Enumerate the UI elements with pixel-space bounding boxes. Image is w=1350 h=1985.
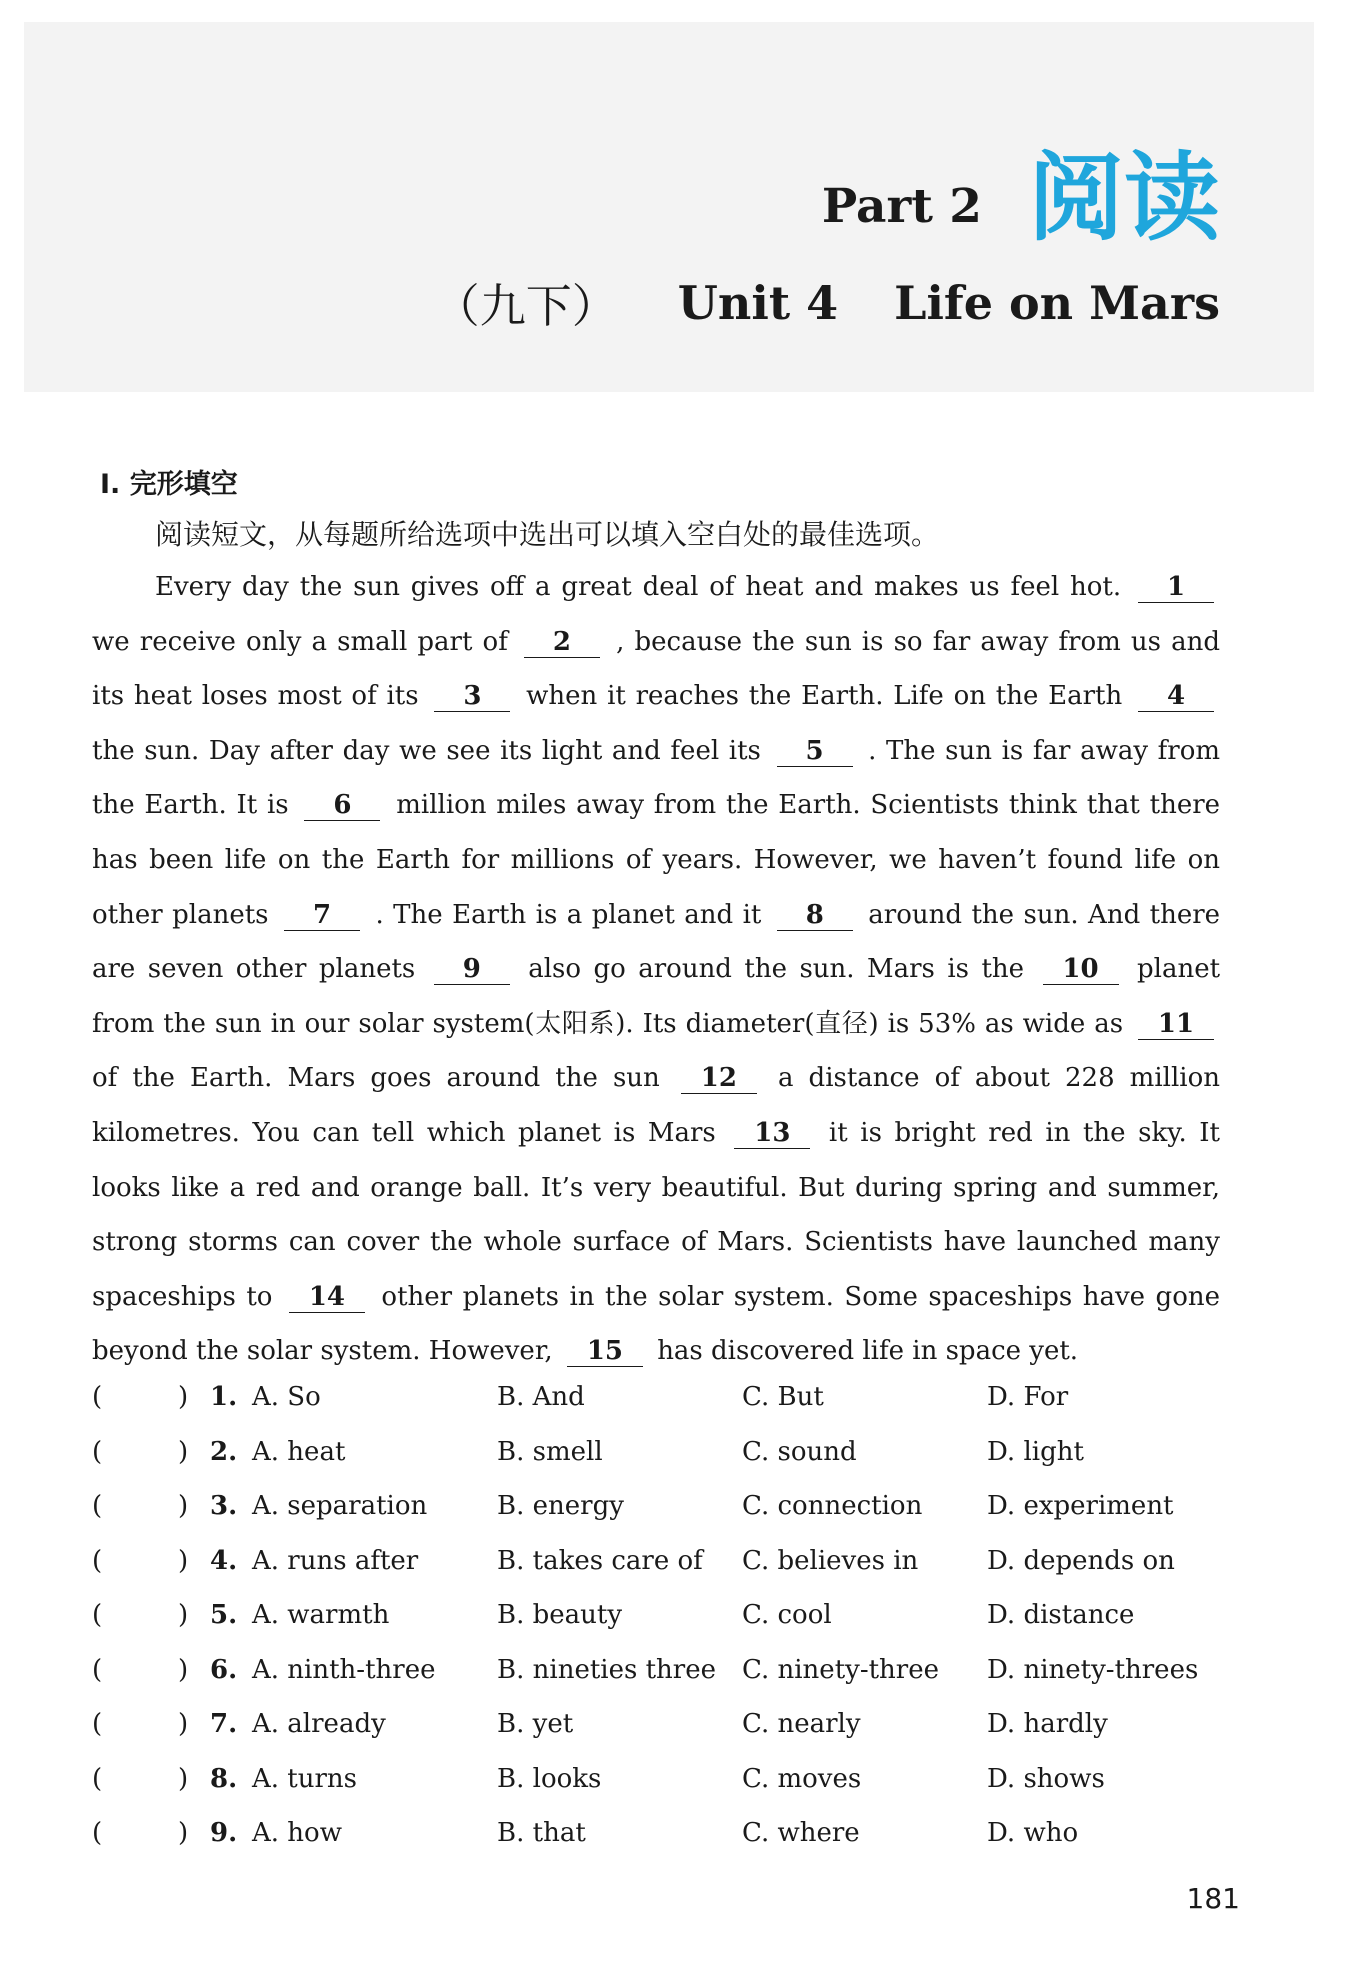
reading-title: 阅读 (1028, 142, 1220, 254)
question-list (92, 1382, 1222, 1873)
option-b: B. And (497, 1382, 585, 1412)
question-row (92, 1382, 1222, 1437)
blank-14: 14 (289, 1282, 365, 1313)
question-row (92, 1437, 1222, 1492)
question-row (92, 1546, 1222, 1601)
option-c: C. connection (742, 1491, 923, 1521)
option-d: D. light (987, 1436, 1084, 1467)
option-a: A. separation (252, 1491, 428, 1521)
question-row (92, 1491, 1222, 1546)
answer-paren-right: ) (178, 1382, 189, 1412)
passage-text: has discovered life in space yet. (657, 1336, 1079, 1367)
option-d: D. who (987, 1818, 1079, 1848)
question-row (92, 1818, 1222, 1873)
question-row (92, 1764, 1222, 1819)
instruction: 阅读短文，从每题所给选项中选出可以填入空白处的最佳选项。 (155, 518, 940, 551)
question-number: 6. (210, 1654, 238, 1685)
blank-12: 12 (681, 1063, 757, 1094)
option-a: A. how (252, 1818, 342, 1848)
unit-name: Life on Mars (894, 276, 1220, 330)
answer-paren-left: ( (92, 1382, 103, 1412)
answer-paren-right: ) (178, 1818, 189, 1848)
option-c: C. But (742, 1382, 824, 1412)
passage-text: other planets in the solar system. Some spaceships have gone beyond the solar system. However, (92, 1281, 1220, 1367)
passage-text: of the Earth. Mars goes around the sun (92, 1063, 660, 1094)
option-c: C. sound (742, 1436, 857, 1467)
passage-text: around the sun. And there are seven other planets (92, 899, 1221, 985)
option-b: B. takes care of (497, 1545, 703, 1576)
part-title (821, 142, 1220, 254)
option-b: B. yet (497, 1709, 574, 1739)
passage-text: . The sun is far away from the Earth. It is (92, 735, 1221, 821)
option-d: D. distance (987, 1600, 1135, 1630)
blank-1: 1 (1138, 572, 1214, 603)
option-c: C. nearly (742, 1709, 861, 1739)
answer-paren-left: ( (92, 1545, 103, 1576)
blank-3: 3 (434, 681, 510, 712)
passage-text: also go around the sun. Mars is the (528, 954, 1025, 985)
option-a: A. ninth-three (252, 1654, 436, 1685)
passage-text: it is bright red in the sky. It looks like a red and orange ball. It’s very beautiful. But during spring and summer, strong storms can cover the whole surface of Mars. Scientists have launched many spaceships to (92, 1117, 1220, 1312)
answer-paren-left: ( (92, 1491, 103, 1521)
question-row (92, 1600, 1222, 1655)
option-a: A. heat (252, 1436, 346, 1467)
answer-paren-left: ( (92, 1600, 103, 1630)
passage-text: . The Earth is a planet and it (375, 899, 762, 930)
blank-11: 11 (1138, 1009, 1214, 1040)
blank-15: 15 (567, 1336, 643, 1367)
option-b: B. energy (497, 1491, 624, 1521)
question-number: 4. (210, 1545, 238, 1576)
passage-text: planet from the sun in our solar system(太阳系). Its diameter(直径) is 53% as wide as (92, 954, 1221, 1039)
option-a: A. runs after (252, 1545, 419, 1576)
option-a: A. warmth (252, 1600, 390, 1630)
cloze-passage (92, 560, 1220, 1379)
answer-paren-left: ( (92, 1709, 103, 1739)
option-b: B. smell (497, 1436, 603, 1467)
answer-paren-right: ) (178, 1491, 189, 1521)
passage-text: when it reaches the Earth. Life on the Earth (526, 681, 1123, 712)
question-row (92, 1709, 1222, 1764)
option-a: A. So (252, 1382, 321, 1412)
blank-10: 10 (1043, 954, 1119, 985)
answer-paren-left: ( (92, 1654, 103, 1685)
passage-text: million miles away from the Earth. Scientists think that there has been life on the Earth for millions of years. However, we haven’t found life on other planets (92, 790, 1221, 930)
option-c: C. cool (742, 1600, 832, 1630)
blank-13: 13 (734, 1118, 810, 1149)
option-c: C. believes in (742, 1545, 919, 1576)
option-c: C. ninety-three (742, 1654, 940, 1685)
passage-text: we receive only a small part of (92, 626, 508, 657)
option-d: D. experiment (987, 1491, 1174, 1521)
question-number: 8. (210, 1763, 238, 1794)
option-d: D. hardly (987, 1709, 1108, 1739)
answer-paren-right: ) (178, 1709, 189, 1739)
grade-label: （九下） (433, 279, 618, 333)
passage-text: Every day the sun gives off a great deal of heat and makes us feel hot. (155, 572, 1122, 602)
answer-paren-left: ( (92, 1818, 103, 1848)
page-number: 181 (1186, 1882, 1240, 1915)
option-b: B. nineties three (497, 1654, 716, 1685)
option-d: D. ninety-threes (987, 1654, 1199, 1685)
option-c: C. moves (742, 1763, 862, 1794)
option-d: D. shows (987, 1763, 1105, 1794)
option-d: D. For (987, 1382, 1069, 1412)
passage-text: , because the sun is so far away from us and its heat loses most of its (92, 626, 1221, 712)
question-row (92, 1655, 1222, 1710)
option-b: B. looks (497, 1763, 602, 1794)
option-a: A. turns (252, 1763, 358, 1794)
blank-6: 6 (304, 790, 380, 821)
question-number: 7. (210, 1709, 238, 1739)
answer-paren-left: ( (92, 1436, 103, 1467)
question-number: 1. (210, 1382, 238, 1412)
blank-5: 5 (777, 736, 853, 767)
unit-label: Unit 4 (677, 276, 839, 330)
blank-9: 9 (434, 954, 510, 985)
option-c: C. where (742, 1818, 860, 1848)
answer-paren-right: ) (178, 1436, 189, 1467)
answer-paren-right: ) (178, 1763, 189, 1794)
question-number: 3. (210, 1491, 238, 1521)
passage-text: the sun. Day after day we see its light and feel its (92, 735, 761, 766)
blank-8: 8 (777, 900, 853, 931)
blank-7: 7 (284, 900, 360, 931)
option-a: A. already (252, 1709, 386, 1739)
option-b: B. that (497, 1818, 586, 1848)
unit-title (434, 270, 1220, 336)
answer-paren-right: ) (178, 1600, 189, 1630)
question-number: 9. (210, 1818, 238, 1848)
blank-4: 4 (1138, 681, 1214, 712)
answer-paren-right: ) (178, 1545, 189, 1576)
part-label: Part 2 (821, 179, 982, 234)
option-b: B. beauty (497, 1600, 623, 1630)
answer-paren-left: ( (92, 1763, 103, 1794)
question-number: 2. (210, 1436, 238, 1467)
passage-text: a distance of about 228 million kilometres. You can tell which planet is Mars (92, 1063, 1220, 1148)
section-heading: Ⅰ. 完形填空 (100, 469, 238, 500)
option-d: D. depends on (987, 1545, 1175, 1576)
blank-2: 2 (524, 627, 600, 658)
question-number: 5. (210, 1600, 238, 1630)
answer-paren-right: ) (178, 1654, 189, 1685)
